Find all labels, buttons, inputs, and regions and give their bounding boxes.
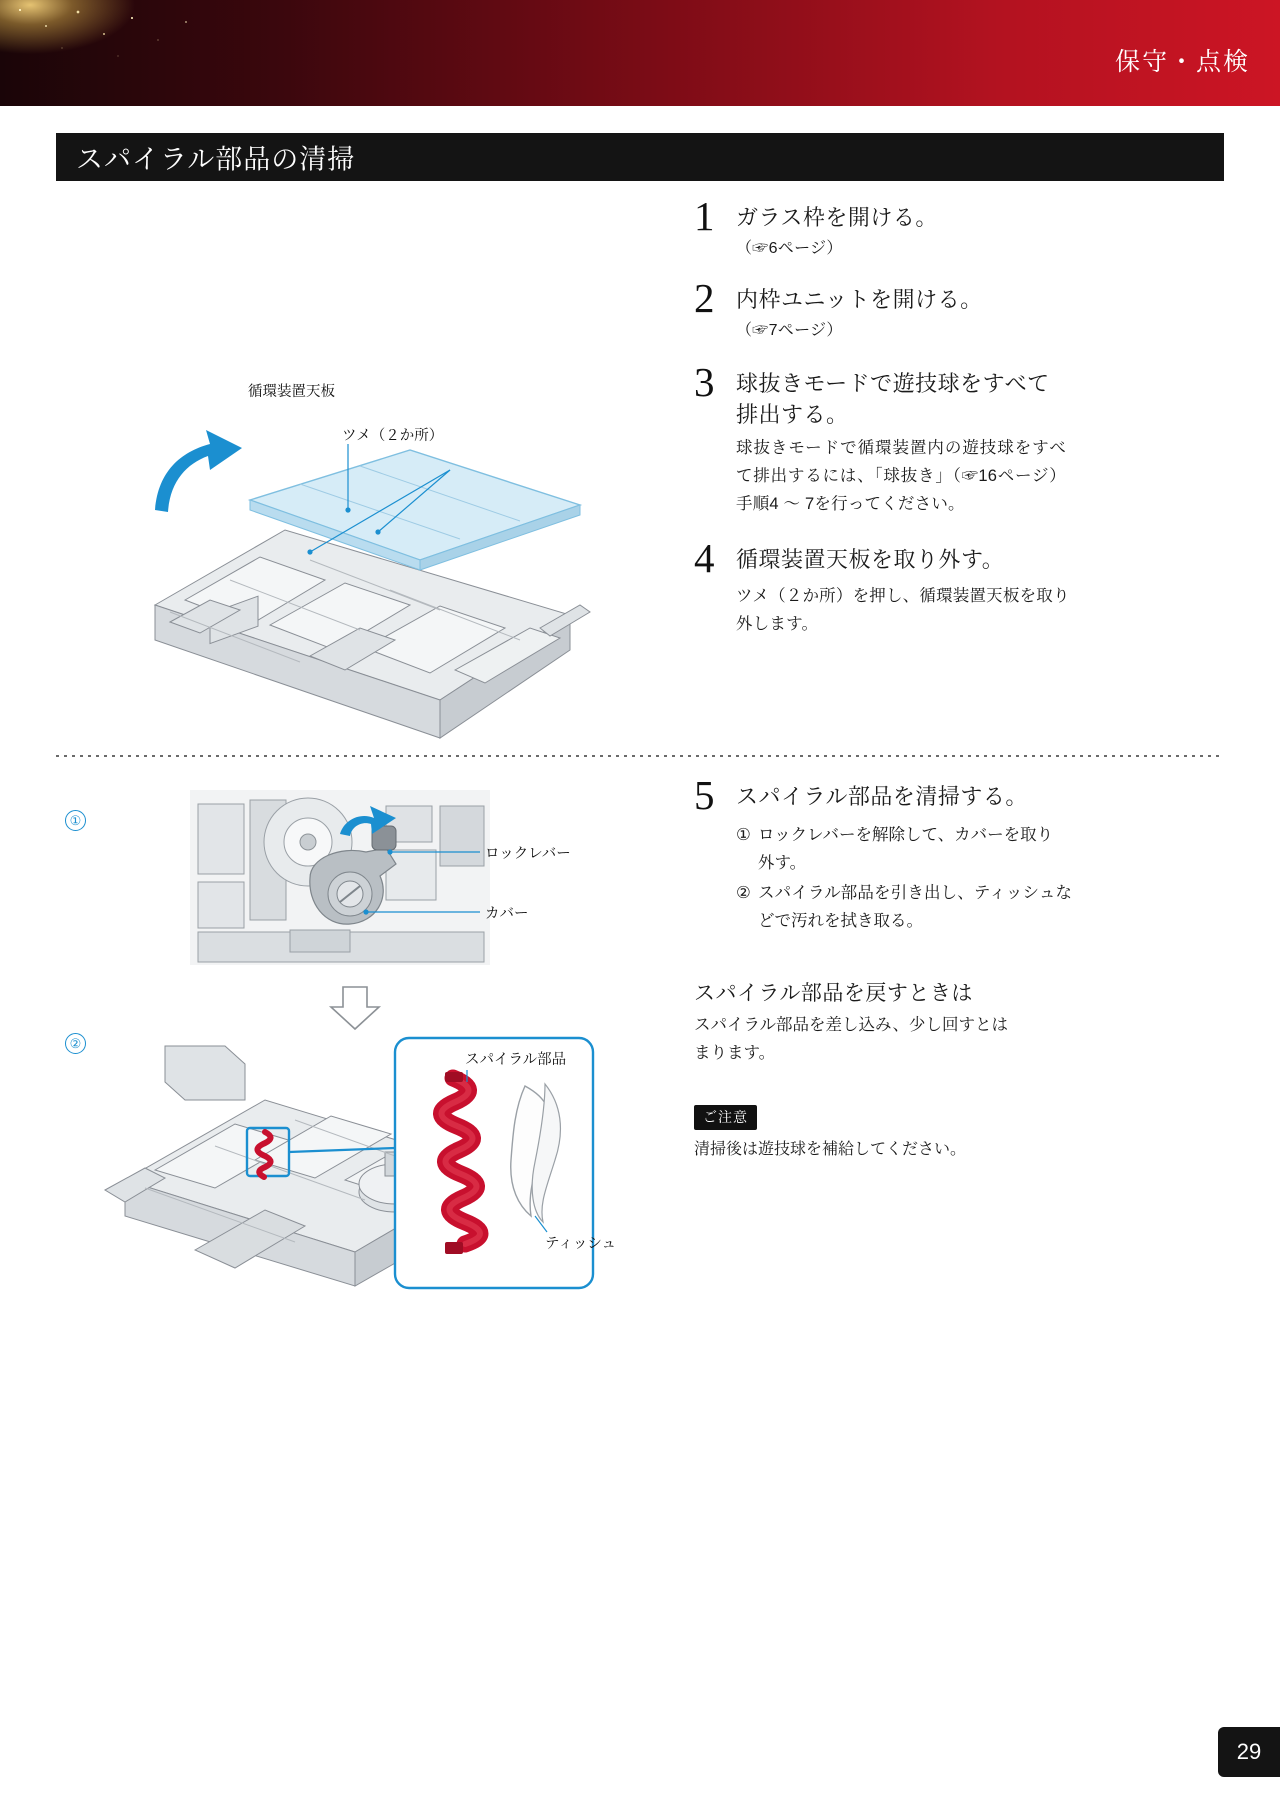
step-5-number: 5 (694, 772, 715, 818)
figure-spiral-part (95, 1020, 675, 1310)
figure-circulation-unit (110, 384, 680, 740)
page-number: 29 (1218, 1727, 1280, 1777)
step-1 (694, 193, 1074, 262)
section-title: スパイラル部品の清掃 (76, 144, 356, 175)
step-5-substep-1 (736, 821, 1066, 877)
figure-circulation-unit-svg (110, 400, 680, 740)
step-4-heading: 循環装置天板を取り外す。 (736, 547, 1005, 572)
figure3-label-tissue: ティッシュ (545, 1236, 617, 1252)
caution-block (694, 1067, 1084, 1163)
step-1-reference: （☞6ページ） (736, 240, 843, 257)
step-5-substeps (736, 821, 1084, 935)
figure-spiral-part-svg (95, 1020, 675, 1310)
substep-2-marker: ② (736, 884, 751, 902)
step5-and-notes (694, 772, 1084, 1163)
step-5-heading: スパイラル部品を清掃する。 (736, 784, 1028, 809)
return-note-title: スパイラル部品を戻すときは (694, 982, 973, 1005)
caution-text: 清掃後は遊技球を補給してください。 (694, 1141, 967, 1158)
step-2-heading: 内枠ユニットを開ける。 (736, 287, 983, 312)
step-4 (694, 535, 1074, 638)
step-3-body: 球抜きモードで循環装置内の遊技球をすべて排出するには、「球抜き」（☞16ページ）手順4 〜 7を行ってください。 (736, 439, 1066, 513)
substep-2-text: スパイラル部品を引き出し、ティッシュなどで汚れを拭き取る。 (758, 884, 1072, 930)
page-header (0, 0, 1280, 106)
step-1-heading: ガラス枠を開ける。 (736, 205, 938, 230)
substep-1-text: ロックレバーを解除して、カバーを取り外す。 (758, 826, 1054, 872)
header-title: 保守・点検 (1114, 48, 1250, 76)
step-4-body: ツメ（２か所）を押し、循環装置天板を取り外します。 (736, 587, 1070, 633)
section-title-bar (56, 133, 1224, 181)
caution-badge: ご注意 (694, 1105, 757, 1130)
step-4-number: 4 (694, 535, 715, 581)
step-2 (694, 275, 1074, 344)
figure2-step-marker: ① (65, 810, 86, 831)
figure2-label-cover: カバー (485, 906, 529, 922)
figure3-step-marker: ② (65, 1033, 86, 1054)
substep-1-marker: ① (736, 826, 751, 844)
steps-list (694, 193, 1074, 644)
figure-lock-lever-svg (190, 790, 670, 970)
step-3-number: 3 (694, 359, 715, 405)
step-3 (694, 359, 1074, 518)
figure-lock-lever (190, 790, 670, 970)
gold-sparkle-decoration (0, 0, 300, 106)
return-note-text: スパイラル部品を差し込み、少し回すとはまります。 (694, 1016, 1008, 1062)
return-note-block (694, 977, 1084, 1067)
step-3-heading: 球抜きモードで遊技球をすべて排出する。 (736, 371, 1050, 427)
figure1-label-claws: ツメ（２か所） (342, 428, 444, 444)
step-2-number: 2 (694, 275, 715, 321)
step-1-number: 1 (694, 193, 715, 239)
step-5 (694, 772, 1084, 935)
figure2-label-lock-lever: ロックレバー (485, 846, 571, 862)
step-5-substep-2 (736, 879, 1072, 935)
figure3-label-spiral-part: スパイラル部品 (465, 1052, 567, 1068)
step-2-reference: （☞7ページ） (736, 322, 843, 339)
lift-arrow-icon (155, 430, 242, 512)
section-divider (56, 755, 1224, 757)
figure1-label-top-plate: 循環装置天板 (248, 384, 335, 400)
